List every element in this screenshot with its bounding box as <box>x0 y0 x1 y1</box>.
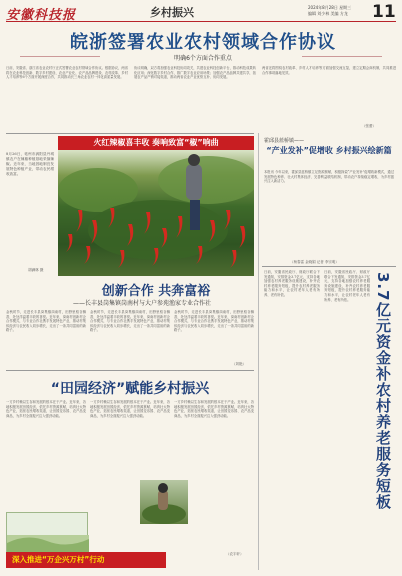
paper-name: 安徽科技报 <box>6 8 77 23</box>
chili-photo-art <box>58 150 254 276</box>
section-title: 乡村振兴 <box>150 6 194 19</box>
feature-banner-text: 火红辣椒喜丰收 奏响致富“椒”响曲 <box>93 138 219 147</box>
lead-body-col2: 协议明确，双方将加强农业科技协同攻关，共建农业科技创新平台，推动科技成果转化应用；深化数字乡村合作，推广数字农业应用场景；加强农产品品牌共建共享，拓展农产品产销对接渠道，推动两省农业产业优势互补、协同发展。 <box>134 66 256 80</box>
bottom-inset-art <box>140 480 188 524</box>
lead-subtitle: 明确6个方面合作重点 <box>174 55 232 62</box>
lead-body-col1: 日前，安徽省、浙江省农业农村厅正式签署农业农村领域合作协议。根据协议，两省将在农业科技创新、数字乡村建设、农业产业化、农产品品牌建设、农村改革、乡村人才培养等6个方面开展深度合作，共同推动长三角农业农村一体化高质量发展。 <box>6 66 128 80</box>
bottom-source: （农宇轩） <box>226 552 244 556</box>
vertical-article-col1: 日前，安徽省民政厅、财政厅联合下发通知，安排资金3.7亿元，支持各地加强农村养老服务设施建设，补齐农村养老服务短板，提升农村养老服务能力和水平，让农村老年人老有所养、老有所依。 <box>264 270 320 297</box>
right-kicker: 霍邱县蓝桥镇—— <box>264 138 305 144</box>
vertical-headline: 3.7亿元资金补农村养老服务短板 <box>374 272 392 510</box>
bottom-inset-photo <box>140 480 188 524</box>
feature-body-col2: 金秋时节，走进长丰县岗集镇岗南村，田野里稻谷飘香，处处洋溢着丰收的喜悦。近年来，岗南村创新村企合作模式，与专业合作社携手发展特色产业，推动村集体经济与农民收入同步增长，走出了一条共同富裕的新路子。 <box>90 310 170 333</box>
chili-photo <box>58 150 254 276</box>
right-headline: “产业发补”促增收 乡村振兴绘新篇 <box>266 146 392 155</box>
masthead-rule <box>6 21 396 22</box>
subtitle-rule-left <box>20 56 100 57</box>
lead-title: 皖浙签署农业农村领域合作协议 <box>70 32 336 53</box>
bottom-body-col3: 一方乡村赖以生存和发展的根本在于产业。近年来，各地积极发展田园经济，依托乡村资源禀赋，培育壮大特色产业，拓宽农民增收渠道，让田园变乐园、农产品变商品，为乡村全面振兴注入强劲动能。 <box>174 400 254 418</box>
feature-headline: 创新合作 共奔富裕 <box>101 284 211 299</box>
right-divider <box>262 266 396 267</box>
vertical-article-col2: 日前，安徽省民政厅、财政厅联合下发通知，安排资金3.7亿元，支持各地加强农村养老服务设施建设，补齐农村养老服务短板，提升农村养老服务能力和水平，让农村老年人老有所养、老有所依。 <box>324 270 370 302</box>
editor-line: 编辑 刘少林 美编 方龙 <box>308 11 348 16</box>
bottom-body-col2: 一方乡村赖以生存和发展的根本在于产业。近年来，各地积极发展田园经济，依托乡村资源禀赋，培育壮大特色产业，拓宽农民增收渠道，让田园变乐园、农产品变商品，为乡村全面振兴注入强劲动能。 <box>90 400 170 418</box>
feature-source: （刘艳） <box>232 362 246 366</box>
section-divider-2 <box>6 370 254 371</box>
feature-body-col1: 金秋时节，走进长丰县岗集镇岗南村，田野里稻谷飘香，处处洋溢着丰收的喜悦。近年来，岗南村创新村企合作模式，与专业合作社携手发展特色产业，推动村集体经济与农民收入同步增长，走出了一条共同富裕的新路子。 <box>6 310 86 333</box>
date-line: 2024年8月28日 星期三 <box>308 5 352 10</box>
feature-body-col3: 金秋时节，走进长丰县岗集镇岗南村，田野里稻谷飘香，处处洋溢着丰收的喜悦。近年来，岗南村创新村企合作模式，与专业合作社携手发展特色产业，推动村集体经济与农民收入同步增长，走出了一条共同富裕的新路子。 <box>174 310 254 333</box>
lead-source: （张蕾） <box>362 124 376 128</box>
column-ad-text: 深入推进“万企兴万村”行动 <box>12 555 105 564</box>
column-ad-bar <box>6 552 166 568</box>
right-column-rule <box>258 133 259 570</box>
lead-body-col3: 两省还将围绕农村改革、乡村人才培养等方面加强交流互鉴，建立定期会商机制，共同推进合作事项落地见效。 <box>262 66 396 75</box>
right-body: 本报讯 今年以来，霍邱县蓝桥镇立足资源禀赋，积极探索“产业发补”促增收新模式，通过发展特色种养、壮大村集体经济、完善利益联结机制，带动农户持续稳定增收，为乡村振兴注入新活力。 <box>264 170 394 184</box>
feature-subheadline: ——长丰县岗集镇岗南村与大户参苑渔家专业合作社 <box>72 300 211 307</box>
right-source: （杨春雷 金晓娟 记者 李宗明） <box>290 260 339 264</box>
section-divider <box>6 133 254 134</box>
bottom-body-col1: 一方乡村赖以生存和发展的根本在于产业。近年来，各地积极发展田园经济，依托乡村资源禀赋，培育壮大特色产业，拓宽农民增收渠道，让田园变乐园、农产品变商品，为乡村全面振兴注入强劲动能。 <box>6 400 86 418</box>
column-ad <box>6 512 88 552</box>
bottom-title: “田园经济”赋能乡村振兴 <box>50 381 210 397</box>
page-number: 11 <box>372 2 396 22</box>
subtitle-rule-right <box>302 56 382 57</box>
photo-credit: 胡满林 摄 <box>28 268 44 272</box>
feature-banner <box>58 136 254 150</box>
column-ad-art <box>7 513 89 553</box>
photo-caption: 8月26日，亳州市涡阳县丹城镇农户在辣椒种植基地采摘辣椒。近年来，当地因地制宜发展特色种植产业，带动农民增收致富。 <box>6 152 54 176</box>
